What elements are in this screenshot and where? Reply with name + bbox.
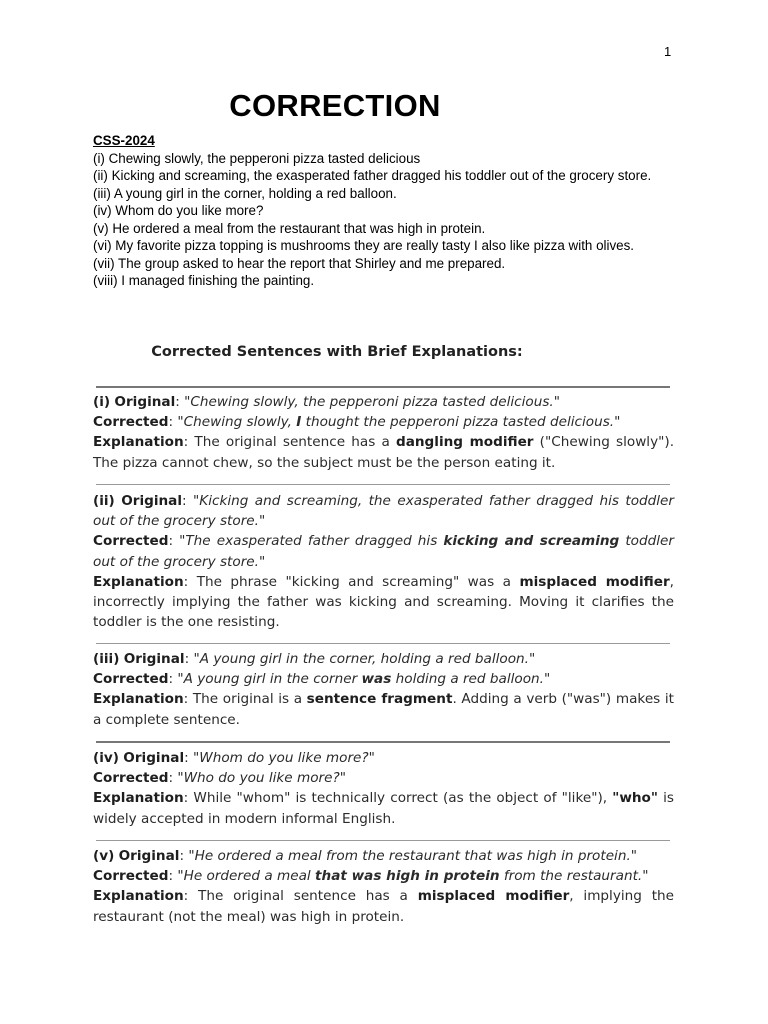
question-set-heading: CSS-2024 [93, 133, 155, 148]
colon: : [168, 770, 178, 787]
original-line [93, 748, 674, 768]
explanation-label: Explanation [93, 434, 184, 451]
question-item: (ii) Kicking and screaming, the exasperated father dragged his toddler out of the grocery store. [93, 168, 652, 183]
explanation-label: Explanation [93, 888, 184, 905]
corrected-label: Corrected [93, 868, 169, 885]
corrected-label: Corrected [93, 414, 169, 431]
corrected-line [93, 669, 674, 689]
corrected-label: Corrected [93, 533, 169, 550]
colon: : [175, 394, 185, 410]
explanation-text: While "whom" is technically correct (as the object of "like"), [193, 790, 613, 807]
entry-number: (iv) [93, 750, 119, 766]
original-line [93, 491, 674, 531]
explanation-term: "who" [612, 790, 658, 807]
question-item: (v) He ordered a meal from the restaurant that was high in protein. [93, 220, 486, 236]
explanation-text: is widely accepted in modern informal English. [93, 790, 675, 827]
corrected-text: "He ordered a meal [177, 868, 316, 885]
corrected-text: "The exasperated father dragged his [179, 533, 444, 550]
explanation-term: dangling modifier [395, 434, 534, 451]
corrected-text: toddler out of the grocery store." [93, 533, 674, 570]
explanation-text: The original sentence has a [194, 434, 396, 451]
corrected-text: "A young girl in the corner [177, 671, 362, 688]
divider [96, 741, 670, 743]
original-line [93, 649, 674, 669]
explanation-label: Explanation [93, 691, 184, 708]
colon: : [184, 750, 194, 766]
corrected-text: holding a red balloon." [391, 671, 551, 688]
explanation-text: The original sentence has a [198, 888, 418, 905]
explanation-term: misplaced modifier [417, 888, 570, 905]
correction-entry [93, 491, 674, 632]
corrected-emphasis: kicking and screaming [443, 533, 620, 550]
colon: : [182, 493, 194, 509]
colon: : [183, 691, 193, 708]
entry-number: (ii) [93, 493, 115, 509]
explanation-text: The phrase "kicking and screaming" was a [196, 573, 520, 590]
entry-number: (iii) [93, 651, 120, 667]
corrected-text: thought the pepperoni pizza tasted delicious." [301, 414, 621, 431]
original-line [93, 392, 674, 412]
original-text: "Whom do you like more?" [193, 750, 375, 766]
correction-entry [93, 392, 674, 473]
explanation-text: , implying the restaurant (not the meal) was high in protein. [93, 888, 675, 925]
explanation-text: . Adding a verb ("was") makes it a complete sentence. [93, 691, 675, 728]
correction-entry [93, 846, 674, 927]
question-item: (vi) My favorite pizza topping is mushrooms they are really tasty I also like pizza with olives. [93, 238, 635, 253]
colon: : [179, 848, 189, 864]
colon: : [184, 651, 194, 667]
divider [96, 840, 670, 841]
explanation-text: ("Chewing slowly"). The pizza cannot chew, so the subject must be the person eating it. [93, 434, 675, 471]
colon: : [183, 790, 194, 807]
corrected-line [93, 768, 674, 788]
corrected-line [93, 866, 674, 886]
original-line [93, 846, 674, 866]
colon: : [168, 414, 178, 431]
correction-entry [93, 748, 674, 829]
original-label: Original [123, 651, 185, 667]
explanation-term: misplaced modifier [519, 573, 670, 590]
entry-number: (i) [93, 394, 111, 410]
corrected-emphasis: was [361, 671, 392, 688]
original-label: Original [118, 848, 180, 864]
correction-entry [93, 649, 674, 730]
divider [96, 386, 670, 388]
explanation-term: sentence fragment [306, 691, 453, 708]
document-title: CORRECTION [229, 88, 441, 123]
colon: : [168, 533, 180, 550]
corrected-text: "Chewing slowly, [177, 414, 297, 431]
corrections-heading: Corrected Sentences with Brief Explanations: [151, 344, 523, 360]
corrected-label: Corrected [93, 770, 169, 787]
original-label: Original [114, 394, 176, 410]
colon: : [168, 868, 178, 885]
explanation-label: Explanation [93, 573, 184, 590]
original-label: Original [123, 750, 185, 766]
corrected-text: from the restaurant." [499, 868, 649, 885]
explanation-text: , incorrectly implying the father was kicking and screaming. Moving it clarifies the toddler is the one resisting. [93, 573, 674, 631]
corrected-text: "Who do you like more?" [177, 770, 346, 787]
original-text: "Chewing slowly, the pepperoni pizza tasted delicious." [184, 394, 561, 410]
corrected-line [93, 531, 674, 571]
explanation-line [93, 886, 674, 926]
original-text: "Kicking and screaming, the exasperated father dragged his toddler out of the grocery store." [93, 493, 675, 530]
entry-number: (v) [93, 848, 115, 864]
explanation-line [93, 788, 674, 828]
colon: : [183, 888, 199, 905]
corrected-label: Corrected [93, 671, 169, 688]
explanation-line [93, 689, 674, 729]
explanation-label: Explanation [93, 790, 184, 807]
colon: : [183, 573, 197, 590]
page-number: 1 [664, 44, 672, 59]
explanation-text: The original is a [192, 691, 307, 708]
corrected-emphasis: that was high in protein [315, 868, 500, 885]
explanation-line [93, 572, 674, 633]
question-item: (i) Chewing slowly, the pepperoni pizza tasted delicious [93, 150, 421, 166]
colon: : [183, 434, 195, 451]
divider [96, 484, 670, 485]
original-label: Original [121, 493, 183, 509]
colon: : [168, 671, 178, 688]
question-item: (viii) I managed finishing the painting. [93, 273, 315, 288]
original-text: "A young girl in the corner, holding a red balloon." [193, 651, 536, 667]
question-item: (iii) A young girl in the corner, holding a red balloon. [93, 185, 397, 201]
corrected-emphasis: I [296, 414, 302, 431]
corrected-line [93, 412, 674, 432]
divider [96, 643, 670, 644]
question-set [93, 132, 674, 290]
question-item: (vii) The group asked to hear the report that Shirley and me prepared. [93, 255, 506, 271]
question-item: (iv) Whom do you like more? [93, 203, 264, 218]
original-text: "He ordered a meal from the restaurant that was high in protein." [188, 848, 638, 864]
explanation-line [93, 432, 674, 472]
